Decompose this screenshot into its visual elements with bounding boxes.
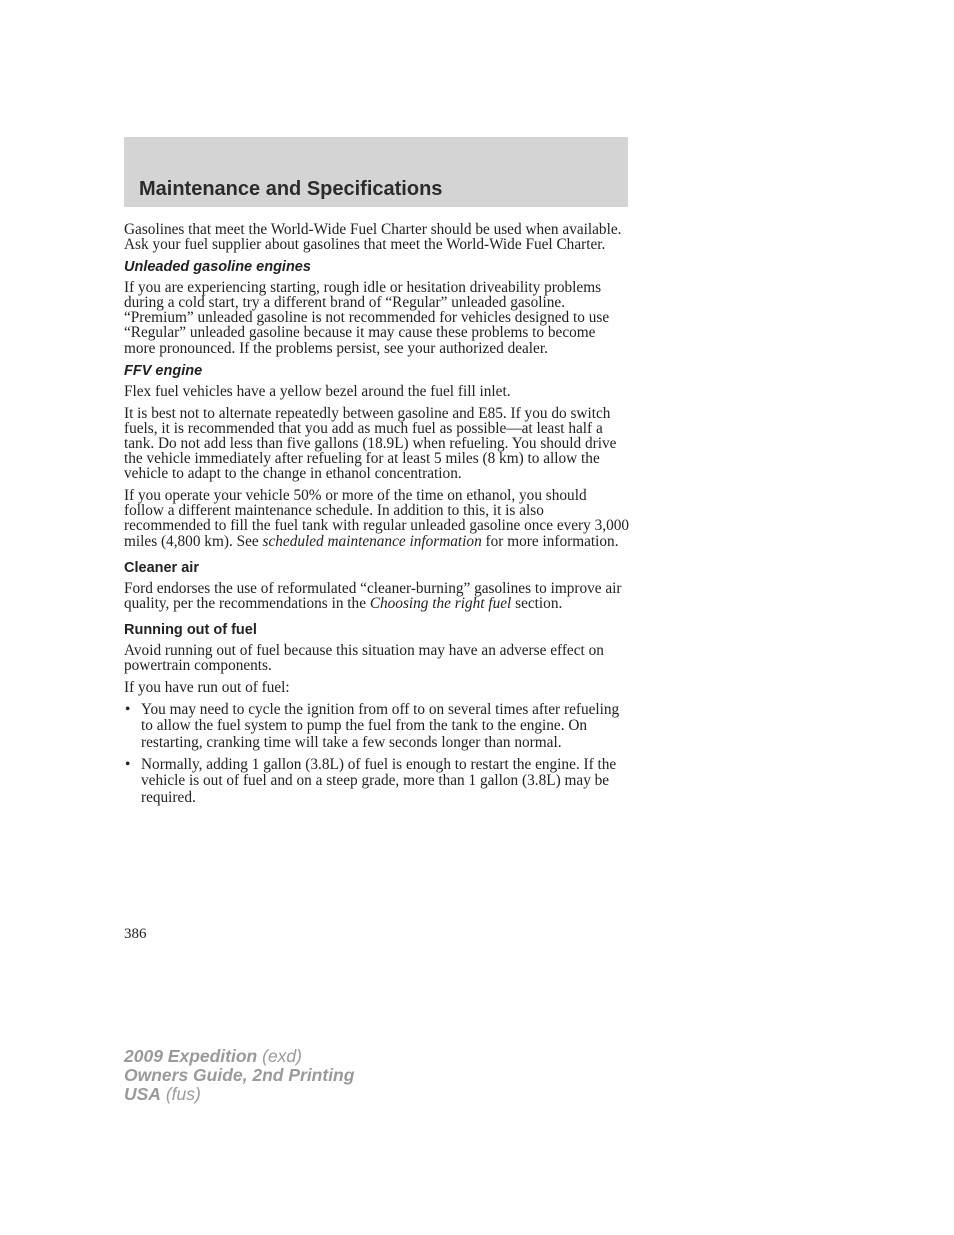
document-footer <box>124 1047 354 1104</box>
choosing-fuel-reference: Choosing the right fuel <box>369 594 512 612</box>
footer-line-2 <box>124 1066 354 1085</box>
bullet-icon: • <box>125 755 131 773</box>
footer-edition: Owners Guide, 2nd Printing <box>124 1065 355 1085</box>
cleaner-paragraph <box>124 581 630 611</box>
unleaded-paragraph: If you are experiencing starting, rough idle or hesitation driveability problems during a cold start, try a different brand of “Regular” unleaded gasoline. “Premium” unleaded gasoline is not recommended for vehicles designed to use “Regular” unleaded gasoline because it may cause these problems to become more pronounced. If the problems persist, see your authorized dealer. <box>124 279 610 357</box>
footer-model: 2009 Expedition <box>124 1046 258 1066</box>
footer-line-3 <box>124 1085 354 1104</box>
cleaner-tail: section. <box>511 594 563 612</box>
footer-line-1 <box>124 1047 354 1066</box>
intro-paragraph: Gasolines that meet the World-Wide Fuel Charter should be used when available. Ask your fuel supplier about gasolines that meet the World-Wide Fuel Charter. <box>124 221 622 254</box>
ffv-p3-tail: for more information. <box>481 532 619 550</box>
list-item <box>124 702 630 751</box>
running-paragraph-2: If you have run out of fuel: <box>124 678 290 696</box>
scheduled-maintenance-reference: scheduled maintenance information <box>262 532 482 550</box>
cleaner-text: Ford endorses the use of reformulated “cleaner-burning” gasolines to improve air quality, per the recommendations in the <box>124 579 622 612</box>
section-title: Maintenance and Specifications <box>139 178 443 200</box>
ffv-p3-text: If you operate your vehicle 50% or more of the time on ethanol, you should follow a different maintenance schedule. In addition to this, it is also recommended to fill the fuel tank with regular unleaded gasoline once every 3,000 miles (4,800 km). See <box>124 487 630 550</box>
footer-model-code: (exd) <box>262 1046 302 1066</box>
heading-running-out: Running out of fuel <box>124 621 257 638</box>
heading-cleaner-air: Cleaner air <box>124 559 199 576</box>
list-item-text: You may need to cycle the ignition from off to on several times after refueling to allow the fuel system to pump the fuel from the tank to the engine. On restarting, cranking time will take a few seconds longer than normal. <box>141 701 620 751</box>
list-item <box>124 757 630 806</box>
page-content <box>124 222 630 812</box>
heading-ffv: FFV engine <box>124 362 203 379</box>
bullet-icon: • <box>125 701 131 719</box>
running-bullet-list <box>124 702 630 806</box>
footer-market: USA <box>124 1084 161 1104</box>
section-header <box>124 137 628 207</box>
page-number: 386 <box>124 926 147 942</box>
list-item-text: Normally, adding 1 gallon (3.8L) of fuel is enough to restart the engine. If the vehicle is out of fuel and on a steep grade, more than 1 gallon (3.8L) may be required. <box>141 755 617 806</box>
ffv-paragraph-1: Flex fuel vehicles have a yellow bezel around the fuel fill inlet. <box>124 382 511 400</box>
heading-unleaded: Unleaded gasoline engines <box>124 259 311 276</box>
footer-market-code: (fus) <box>165 1084 201 1104</box>
running-paragraph-1: Avoid running out of fuel because this situation may have an adverse effect on powertrain components. <box>124 641 604 674</box>
ffv-paragraph-2: It is best not to alternate repeatedly between gasoline and E85. If you do switch fuels, it is recommended that you add as much fuel as possible—at least half a tank. Do not add less than five gallons (18.9L) when refueling. You should drive the vehicle immediately after refueling for at least 5 miles (8 km) to allow the vehicle to adapt to the change in ethanol concentration. <box>124 404 617 483</box>
ffv-paragraph-3 <box>124 488 630 548</box>
